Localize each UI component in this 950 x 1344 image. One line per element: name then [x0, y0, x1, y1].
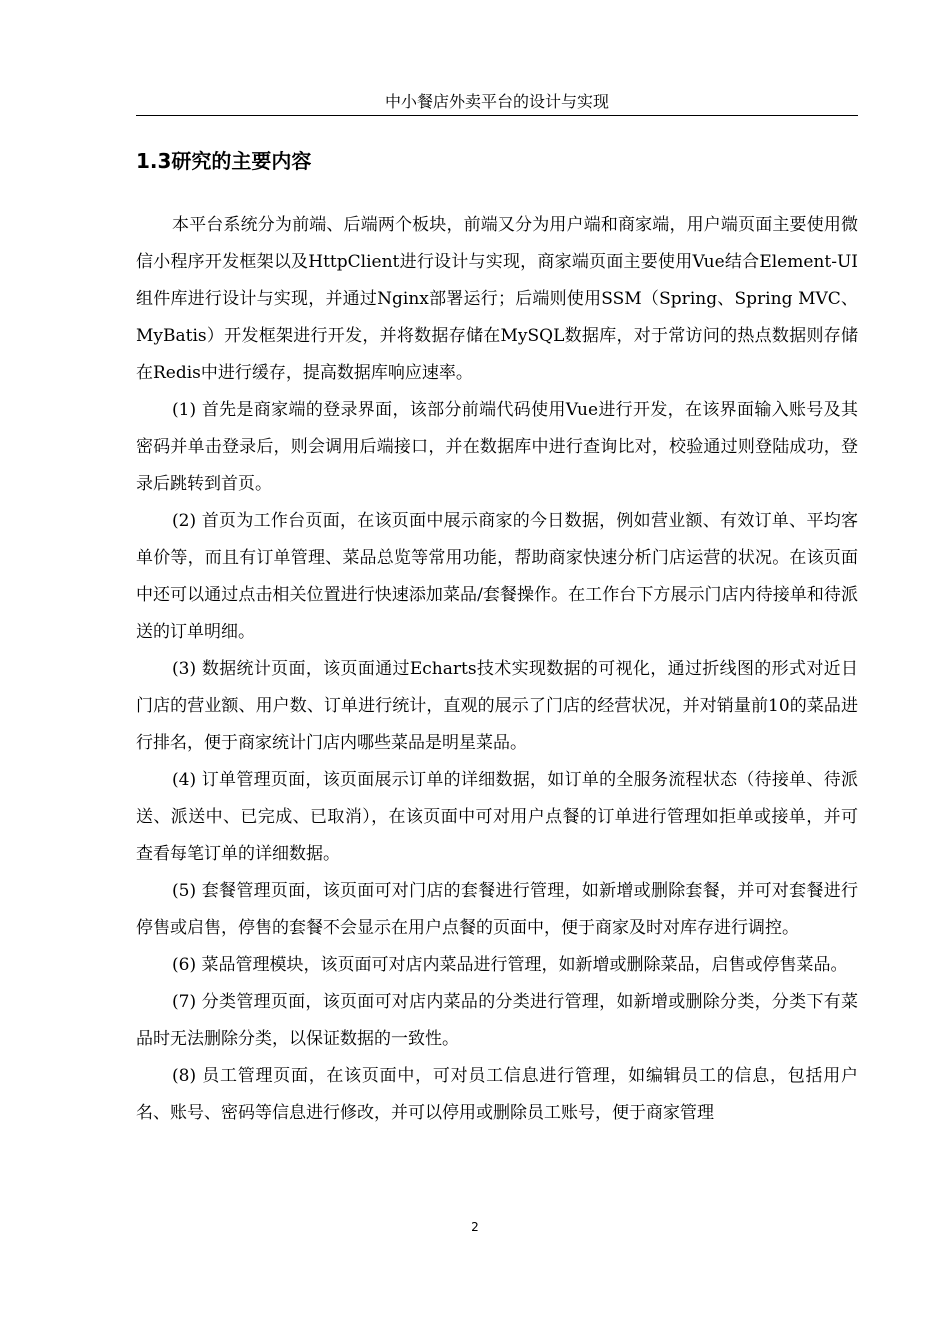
paragraph-item-2: (2) 首页为工作台页面，在该页面中展示商家的今日数据，例如营业额、有效订单、平均客单价等，而且有订单管理、菜品总览等常用功能，帮助商家快速分析门店运营的状况。在该页面中还可以通过点击相关位置进行快速添加菜品/套餐操作。在工作台下方展示门店内待接单和待派送的订单明细。 — [136, 511, 858, 642]
header-rule — [136, 115, 858, 116]
paragraph-item-1: (1) 首先是商家端的登录界面，该部分前端代码使用Vue进行开发，在该界面输入账号及其密码并单击登录后，则会调用后端接口，并在数据库中进行查询比对，校验通过则登陆成功，登录后跳转到首页。 — [136, 400, 858, 494]
section-title: 1.3研究的主要内容 — [136, 149, 312, 173]
body-text — [136, 207, 858, 1132]
paragraph-intro: 本平台系统分为前端、后端两个板块，前端又分为用户端和商家端，用户端页面主要使用微信小程序开发框架以及HttpClient进行设计与实现，商家端页面主要使用Vue结合Element-UI组件库进行设计与实现，并通过Nginx部署运行；后端则使用SSM（Spring、Spring MVC、MyBatis）开发框架进行开发，并将数据存储在MySQL数据库，对于常访问的热点数据则存储在Redis中进行缓存，提高数据库响应速率。 — [136, 215, 858, 383]
running-header: 中小餐店外卖平台的设计与实现 — [384, 92, 609, 111]
paragraph-item-3: (3) 数据统计页面，该页面通过Echarts技术实现数据的可视化，通过折线图的形式对近日门店的营业额、用户数、订单进行统计，直观的展示了门店的经营状况，并对销量前10的菜品进行排名，便于商家统计门店内哪些菜品是明星菜品。 — [136, 659, 858, 753]
page-number: 2 — [471, 1220, 479, 1234]
paragraph-item-8: (8) 员工管理页面，在该页面中，可对员工信息进行管理，如编辑员工的信息，包括用户名、账号、密码等信息进行修改，并可以停用或删除员工账号，便于商家管理 — [136, 1066, 858, 1123]
paragraph-item-7: (7) 分类管理页面，该页面可对店内菜品的分类进行管理，如新增或删除分类，分类下有菜品时无法删除分类，以保证数据的一致性。 — [136, 992, 858, 1049]
paragraph-item-4: (4) 订单管理页面，该页面展示订单的详细数据，如订单的全服务流程状态（待接单、待派送、派送中、已完成、已取消），在该页面中可对用户点餐的订单进行管理如拒单或接单，并可查看每笔订单的详细数据。 — [136, 770, 858, 864]
paragraph-item-6: (6) 菜品管理模块，该页面可对店内菜品进行管理，如新增或删除菜品，启售或停售菜品。 — [172, 955, 848, 975]
paragraph-item-5: (5) 套餐管理页面，该页面可对门店的套餐进行管理，如新增或删除套餐，并可对套餐进行停售或启售，停售的套餐不会显示在用户点餐的页面中，便于商家及时对库存进行调控。 — [136, 881, 858, 938]
